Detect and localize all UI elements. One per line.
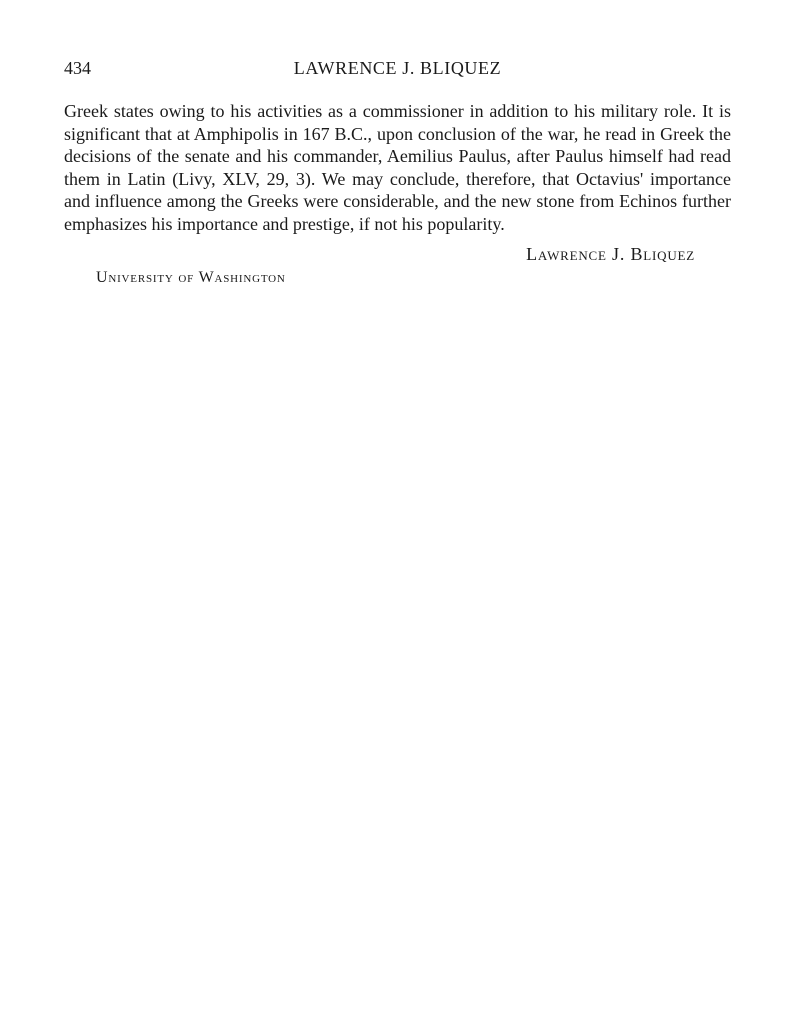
author-signature: Lawrence J. Bliquez	[526, 243, 695, 264]
running-title: LAWRENCE J. BLIQUEZ	[293, 58, 502, 78]
document-page	[64, 58, 731, 287]
page-number: 434	[64, 58, 91, 78]
body-paragraph: Greek states owing to his activities as a commissioner in addition to his military role. It is significant that at Amphipolis in 167 B.C., upon conclusion of the war, he read in Greek the decisions of the senate and his commander, Aemilius Paulus, after Paulus himself had read them in Latin (Livy, XLV, 29, 3). We may conclude, therefore, that Octavius' importance and influence among the Greeks were considerable, and the new stone from Echinos further emphasizes his importance and prestige, if not his popularity.	[64, 101, 731, 234]
author-affiliation: University of Washington	[96, 268, 286, 286]
running-head	[64, 58, 731, 86]
